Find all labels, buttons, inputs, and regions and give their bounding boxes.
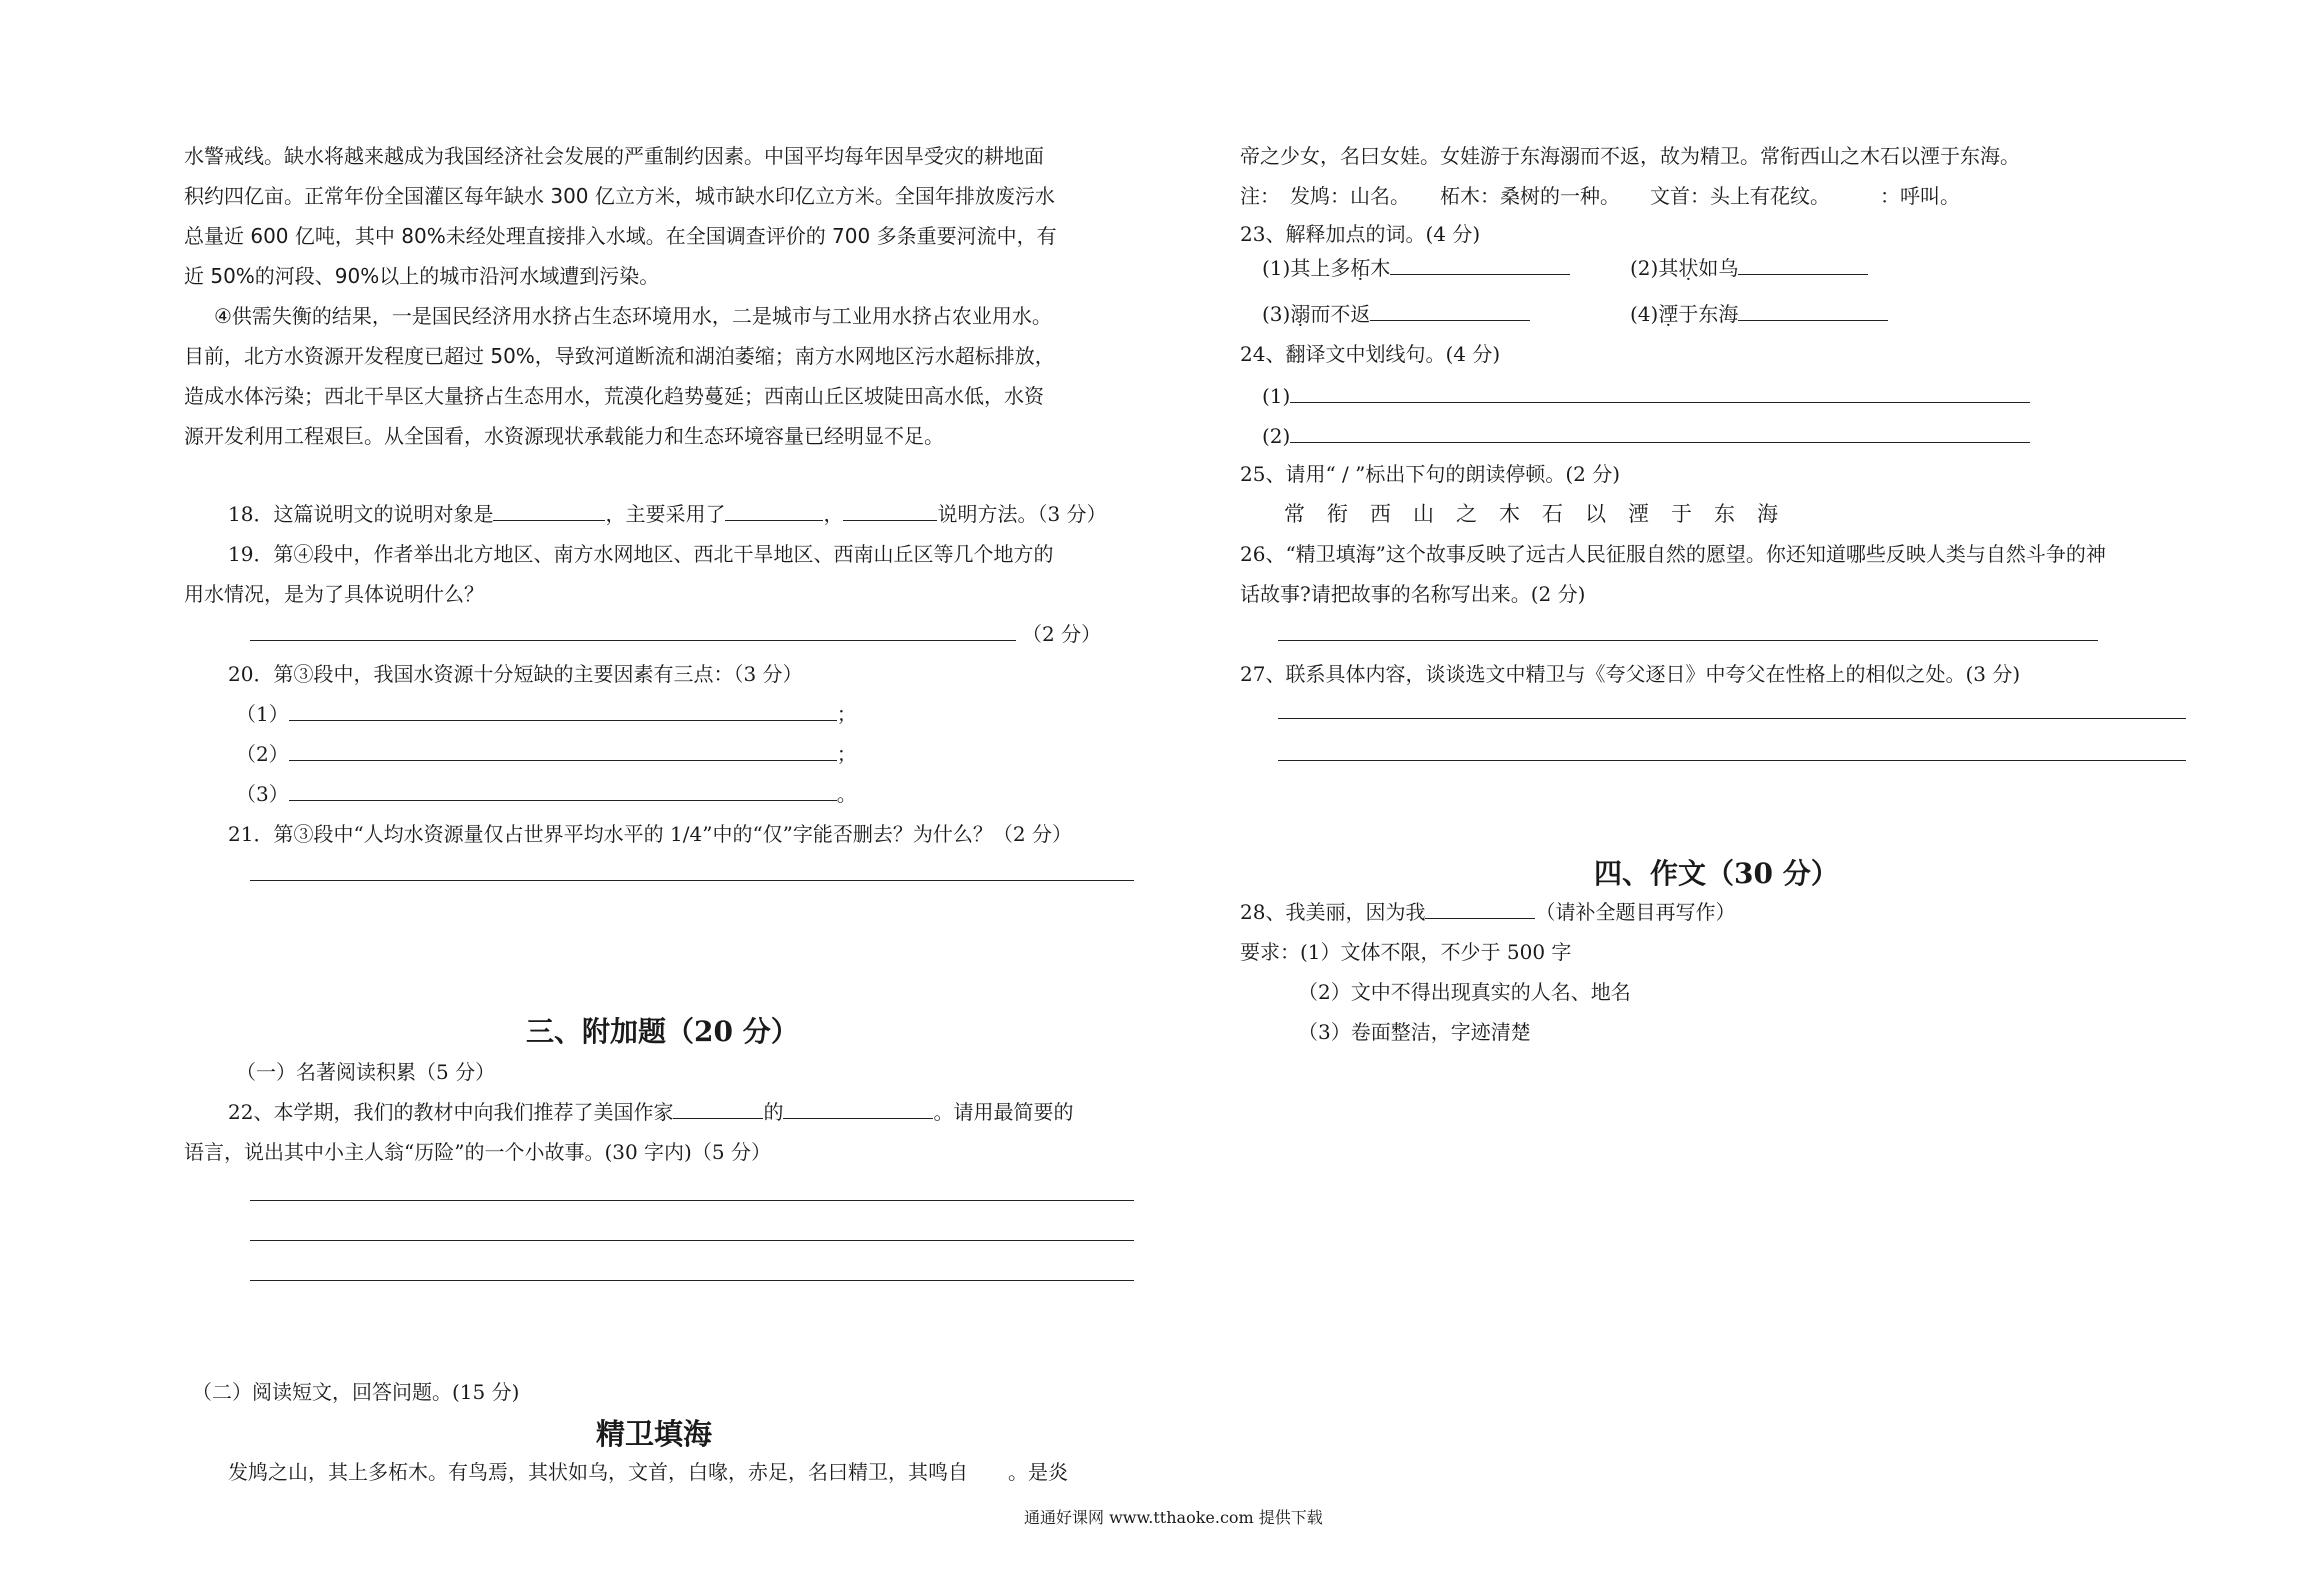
answer-blank-24-2[interactable] xyxy=(1290,422,2030,443)
answer-blank-23-2[interactable] xyxy=(1738,254,1868,275)
answer-blank-24-1[interactable] xyxy=(1290,382,2030,403)
question-23-item-1: (1)其上多柘木 xyxy=(1262,254,1570,282)
question-23: 23、解释加点的词。(4 分) xyxy=(1240,222,1481,246)
question-24: 24、翻译文中划线句。(4 分) xyxy=(1240,342,1501,366)
story-line-1: 发鸠之山，其上多柘木。有鸟焉，其状如乌，文首，白喙，赤足，名曰精卫，其鸣自 。是炎 xyxy=(228,1460,1068,1484)
question-22-line2: 语言，说出其中小主人翁“历险”的一个小故事。(30 字内)（5 分） xyxy=(184,1140,771,1164)
question-19-line2: 用水情况，是为了具体说明什么？ xyxy=(184,582,484,606)
question-28: 28、我美丽，因为我 （请补全题目再写作） xyxy=(1240,900,1736,924)
answer-line-27-1[interactable] xyxy=(1278,718,2186,719)
passage-line-8: 源开发利用工程艰巨。从全国看，水资源现状承载能力和生态环境容量已经明显不足。 xyxy=(184,424,944,448)
subsection-2: （二）阅读短文，回答问题。(15 分) xyxy=(192,1380,520,1404)
passage-line-4: 近 50%的河段、90%以上的城市沿河水域遭到污染。 xyxy=(184,264,660,288)
answer-line-26[interactable] xyxy=(1278,640,2098,641)
question-20: 20．第③段中，我国水资源十分短缺的主要因素有三点：（3 分） xyxy=(228,662,803,686)
subsection-1: （一）名著阅读积累（5 分） xyxy=(236,1060,496,1084)
answer-blank-20-3[interactable] xyxy=(289,780,837,801)
answer-blank-23-4[interactable] xyxy=(1738,300,1888,321)
question-24-item-2: (2) xyxy=(1262,422,2030,450)
question-19-line1: 19．第④段中，作者举出北方地区、南方水网地区、西北干旱地区、西南山丘区等几个地方的 xyxy=(228,542,1054,566)
story-title: 精卫填海 xyxy=(596,1417,713,1451)
answer-blank-22b[interactable] xyxy=(783,1098,933,1119)
question-25-sentence: 常 衔 西 山 之 木 石 以 湮 于 东 海 xyxy=(1284,502,1778,526)
story-line-2: 帝之少女，名曰女娃。女娃游于东海溺而不返，故为精卫。常衔西山之木石以湮于东海。 xyxy=(1240,144,2020,168)
passage-line-5: ④供需失衡的结果，一是国民经济用水挤占生态环境用水，二是城市与工业用水挤占农业用水。 xyxy=(214,304,1052,328)
section-4-title: 四、作文（30 分） xyxy=(1594,857,1839,890)
question-23-item-3: (3)溺而不返 xyxy=(1262,300,1530,328)
requirement-3: （3）卷面整洁，字迹清楚 xyxy=(1298,1020,1531,1044)
question-21: 21．第③段中“人均水资源量仅占世界平均水平的 1/4”中的“仅”字能否删去？为什么？（2 分） xyxy=(228,822,1072,846)
section-3-title: 三、附加题（20 分） xyxy=(526,1015,799,1048)
answer-line-22-2[interactable] xyxy=(250,1240,1134,1241)
question-20-item-1: （1） ； xyxy=(236,702,857,726)
passage-line-6: 目前，北方水资源开发程度已超过 50%，导致河道断流和湖泊萎缩；南方水网地区污水超标排放， xyxy=(184,344,1055,368)
passage-line-2: 积约四亿亩。正常年份全国灌区每年缺水 300 亿立方米，城市缺水印亿立方米。全国年排放废污水 xyxy=(184,184,1055,208)
passage-line-7: 造成水体污染；西北干旱区大量挤占生态用水，荒漠化趋势蔓延；西南山丘区坡陡田高水低，水资 xyxy=(184,384,1044,408)
question-19-score: （2 分） xyxy=(1022,622,1102,646)
answer-line-19[interactable] xyxy=(250,640,1016,641)
question-18: 18．这篇说明文的说明对象是 ，主要采用了 ， 说明方法。（3 分） xyxy=(228,502,1107,526)
story-notes: 注： 发鸠：山名。 柘木：桑树的一种。 文首：头上有花纹。 ：呼叫。 xyxy=(1240,184,1960,208)
question-22: 22、本学期，我们的教材中向我们推荐了美国作家 的 。请用最简要的 xyxy=(228,1100,1074,1124)
answer-blank-18b[interactable] xyxy=(725,500,823,521)
question-25: 25、请用“ / ”标出下句的朗读停顿。(2 分) xyxy=(1240,462,1621,486)
requirement-1: 要求：(1）文体不限，不少于 500 字 xyxy=(1240,940,1572,964)
answer-blank-18c[interactable] xyxy=(843,500,937,521)
question-26-line2: 话故事?请把故事的名称写出来。(2 分) xyxy=(1240,582,1586,606)
question-23-item-4: (4)湮于东海 xyxy=(1630,300,1888,328)
answer-line-27-2[interactable] xyxy=(1278,760,2186,761)
answer-blank-18a[interactable] xyxy=(493,500,605,521)
answer-blank-20-1[interactable] xyxy=(289,700,837,721)
answer-blank-20-2[interactable] xyxy=(289,740,837,761)
passage-line-3: 总量近 600 亿吨，其中 80%未经处理直接排入水域。在全国调查评价的 700 多条重要河流中，有 xyxy=(184,224,1057,248)
passage-line-1: 水警戒线。缺水将越来越成为我国经济社会发展的严重制约因素。中国平均每年因旱受灾的耕地面 xyxy=(184,144,1044,168)
question-26-line1: 26、“精卫填海”这个故事反映了远古人民征服自然的愿望。你还知道哪些反映人类与自然斗争的神 xyxy=(1240,542,2106,566)
question-23-item-2: (2)其状如乌 xyxy=(1630,254,1868,282)
question-24-item-1: (1) xyxy=(1262,382,2030,410)
answer-line-22-1[interactable] xyxy=(250,1200,1134,1201)
question-20-item-3: （3） 。 xyxy=(236,782,857,806)
answer-line-21[interactable] xyxy=(250,880,1134,881)
question-20-item-2: （2） ； xyxy=(236,742,857,766)
page-footer: 通通好课网 www.tthaoke.com 提供下载 xyxy=(1024,1508,1323,1527)
requirement-2: （2）文中不得出现真实的人名、地名 xyxy=(1298,980,1631,1004)
answer-blank-22a[interactable] xyxy=(673,1098,763,1119)
answer-blank-23-1[interactable] xyxy=(1390,254,1570,275)
answer-blank-23-3[interactable] xyxy=(1370,300,1530,321)
answer-line-22-3[interactable] xyxy=(250,1280,1134,1281)
answer-blank-28[interactable] xyxy=(1425,898,1535,919)
question-27: 27、联系具体内容，谈谈选文中精卫与《夸父逐日》中夸父在性格上的相似之处。(3 分) xyxy=(1240,662,2021,686)
